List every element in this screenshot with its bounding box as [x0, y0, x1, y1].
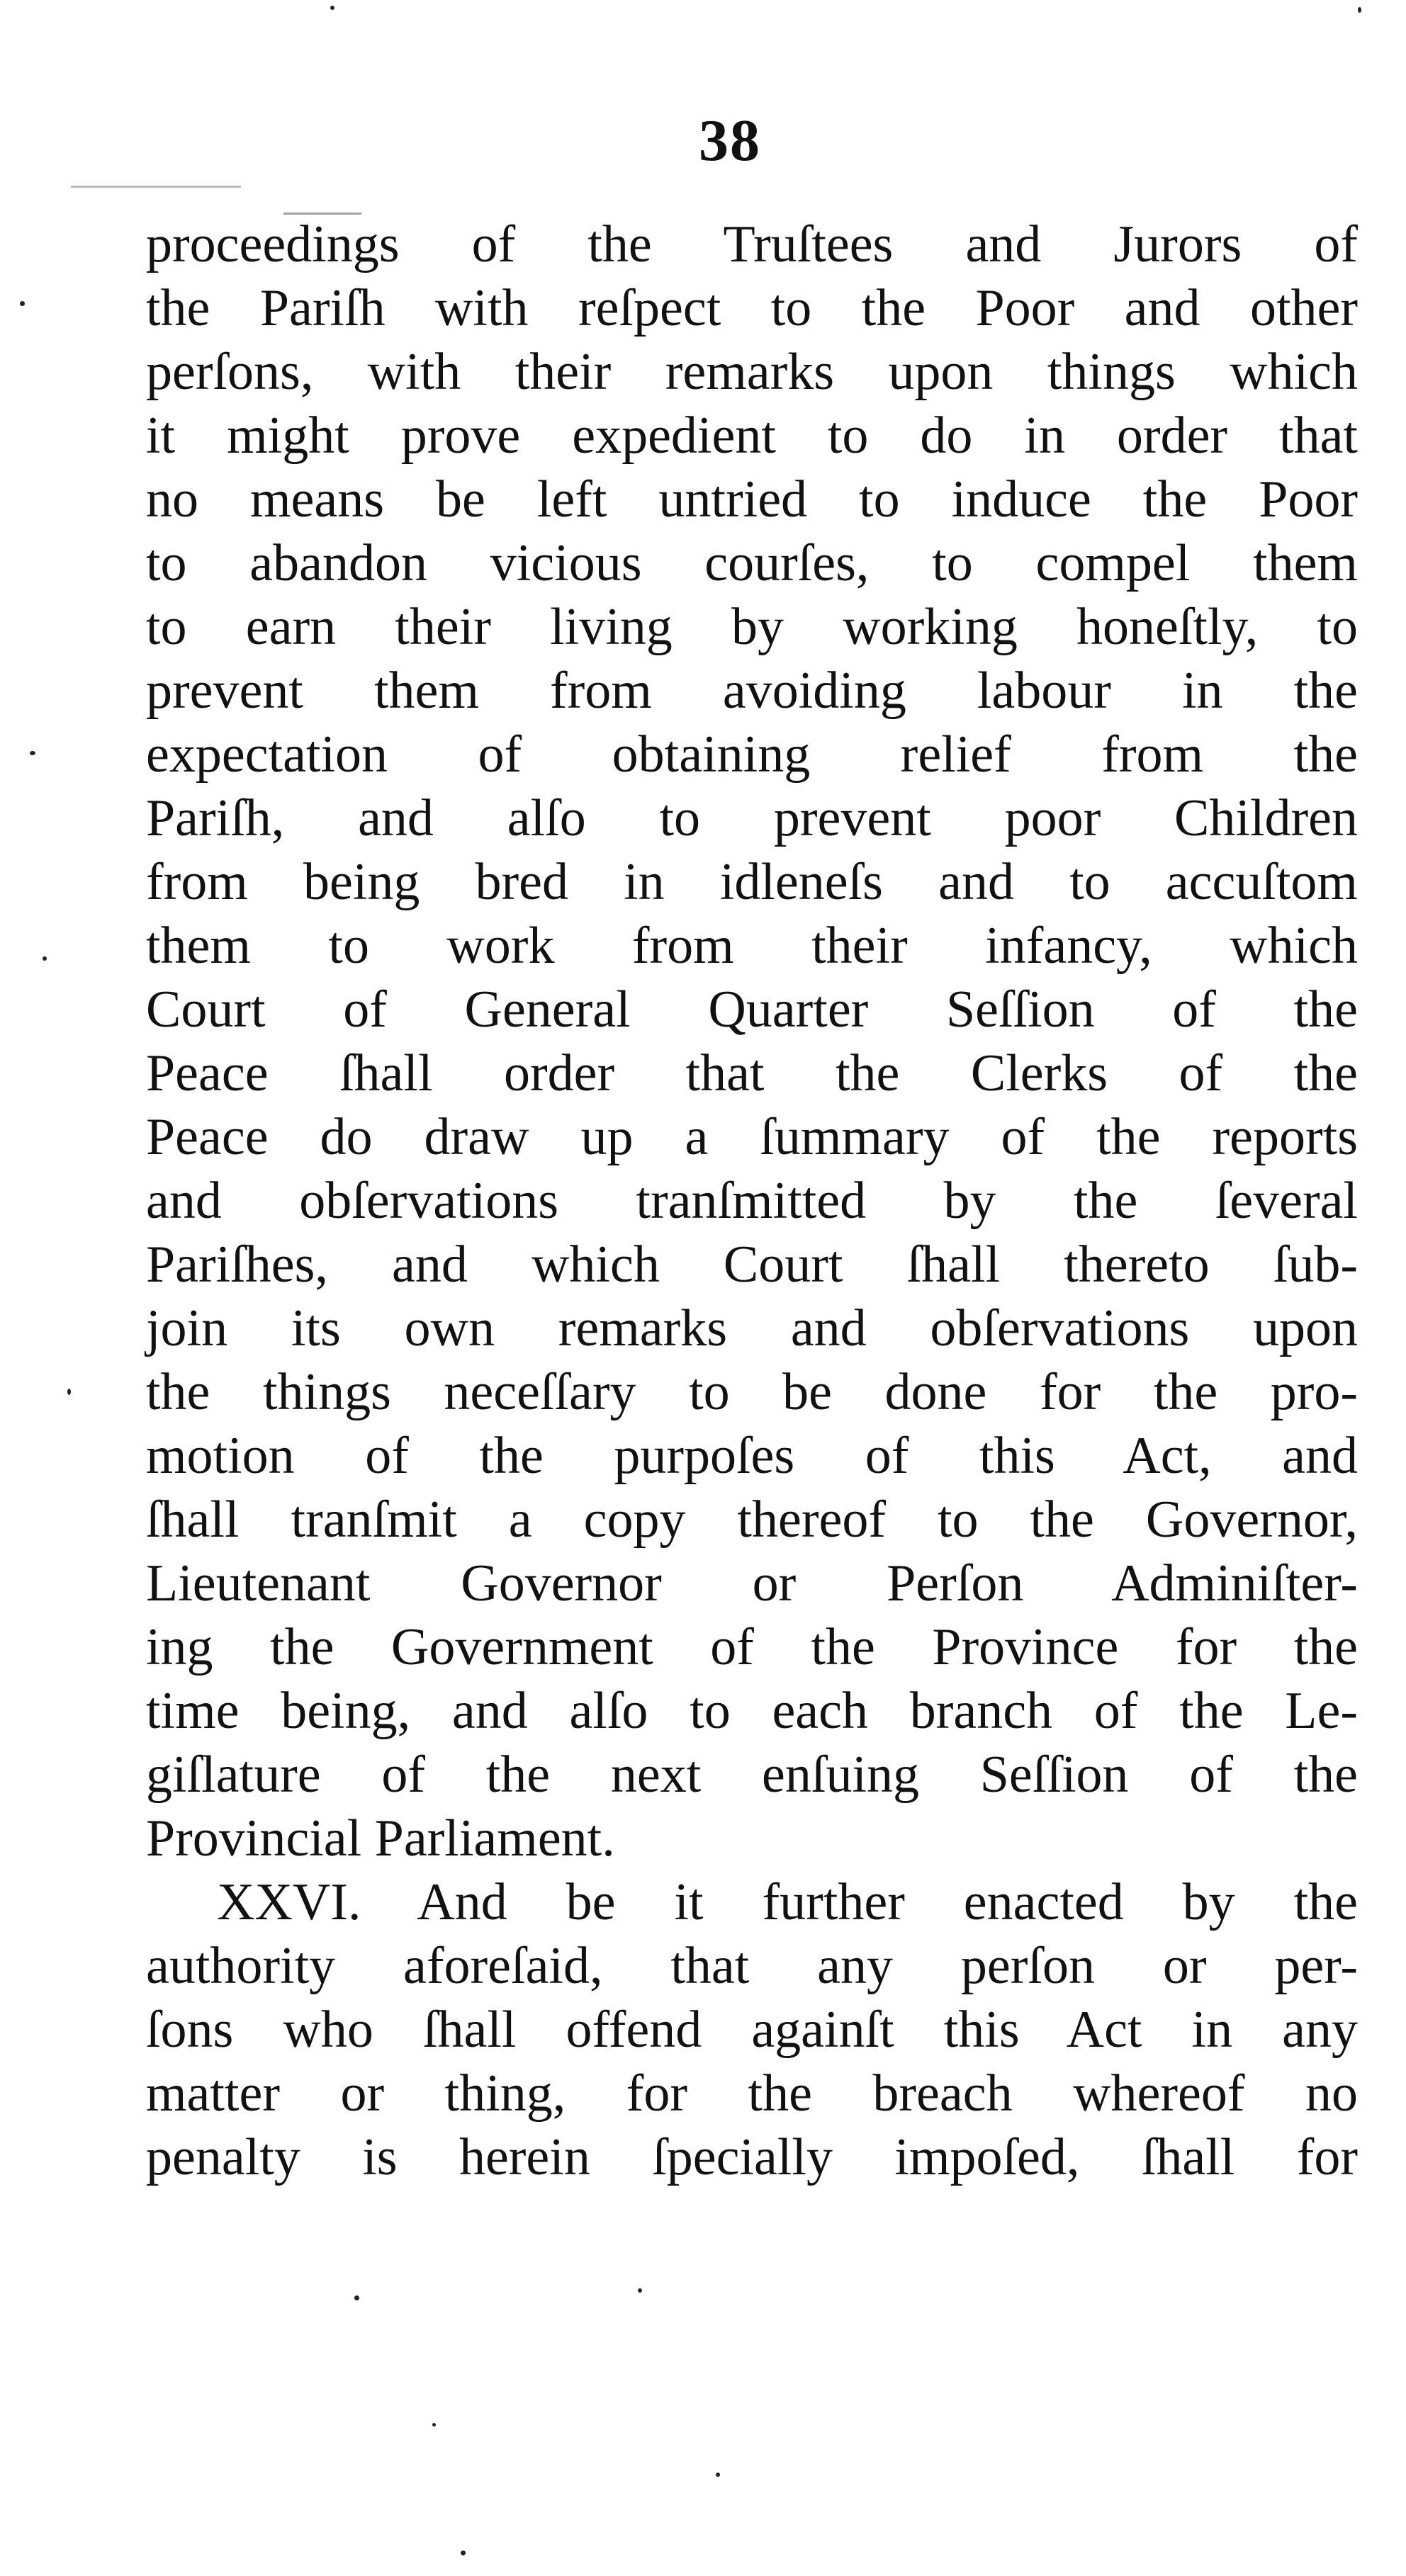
scan-speck: [30, 751, 35, 755]
text-line: join its own remarks and obſervations upon: [146, 1299, 1358, 1357]
text-line: Pariſhes, and which Court ſhall thereto ſub-: [146, 1236, 1358, 1294]
text-line: Provincial Parliament.: [146, 1809, 615, 1868]
text-line: proceedings of the Truſtees and Jurors of: [146, 215, 1358, 273]
scan-speck: [43, 956, 47, 961]
scan-speck: [1358, 7, 1361, 13]
text-line: prevent them from avoiding labour in the: [146, 662, 1358, 720]
text-line: ing the Government of the Province for the: [146, 1618, 1358, 1676]
scan-speck: [432, 2423, 436, 2427]
scan-speck: [354, 2295, 359, 2300]
text-line: to abandon vicious courſes, to compel them: [146, 534, 1358, 592]
text-line: time being, and alſo to each branch of the Le-: [146, 1682, 1358, 1740]
text-line: Peace do draw up a ſummary of the reports: [146, 1108, 1358, 1166]
stray-mark: [71, 186, 241, 188]
scan-speck: [716, 2473, 720, 2477]
text-line: Court of General Quarter Seſſion of the: [146, 981, 1358, 1039]
section-heading-line: XXVI. And be it further enacted by the: [217, 1873, 1358, 1931]
scan-speck: [67, 1389, 71, 1395]
scan-speck: [461, 2550, 466, 2555]
text-line: ſons who ſhall offend againſt this Act in any: [146, 2001, 1358, 2059]
scan-speck: [330, 6, 334, 10]
text-line: no means be left untried to induce the Poor: [146, 470, 1358, 529]
page-number: 38: [699, 108, 761, 174]
text-line: the things neceſſary to be done for the pro-: [146, 1363, 1358, 1421]
text-line: them to work from their infancy, which: [146, 917, 1358, 975]
text-line: it might prove expedient to do in order that: [146, 407, 1358, 465]
text-line: authority aforeſaid, that any perſon or per-: [146, 1937, 1358, 1995]
text-line: the Pariſh with reſpect to the Poor and other: [146, 279, 1358, 337]
text-line: from being bred in idleneſs and to accuſtom: [146, 853, 1358, 911]
text-line: ſhall tranſmit a copy thereof to the Governor,: [146, 1491, 1358, 1549]
text-line: penalty is herein ſpecially impoſed, ſhall for: [146, 2128, 1358, 2186]
text-line: motion of the purpoſes of this Act, and: [146, 1427, 1358, 1485]
body-text: [146, 213, 1358, 2189]
text-line: perſons, with their remarks upon things which: [146, 343, 1358, 401]
scan-speck: [638, 2288, 642, 2293]
text-line: giſlature of the next enſuing Seſſion of the: [146, 1746, 1358, 1804]
text-line: Pariſh, and alſo to prevent poor Children: [146, 789, 1358, 847]
text-line: and obſervations tranſmitted by the ſeveral: [146, 1172, 1358, 1230]
text-line: Peace ſhall order that the Clerks of the: [146, 1044, 1358, 1102]
text-line: Lieutenant Governor or Perſon Adminiſter-: [146, 1554, 1358, 1612]
text-line: expectation of obtaining relief from the: [146, 725, 1358, 784]
text-line: to earn their living by working honeſtly, to: [146, 598, 1358, 656]
scan-speck: [20, 301, 25, 306]
text-line: matter or thing, for the breach whereof no: [146, 2064, 1358, 2123]
